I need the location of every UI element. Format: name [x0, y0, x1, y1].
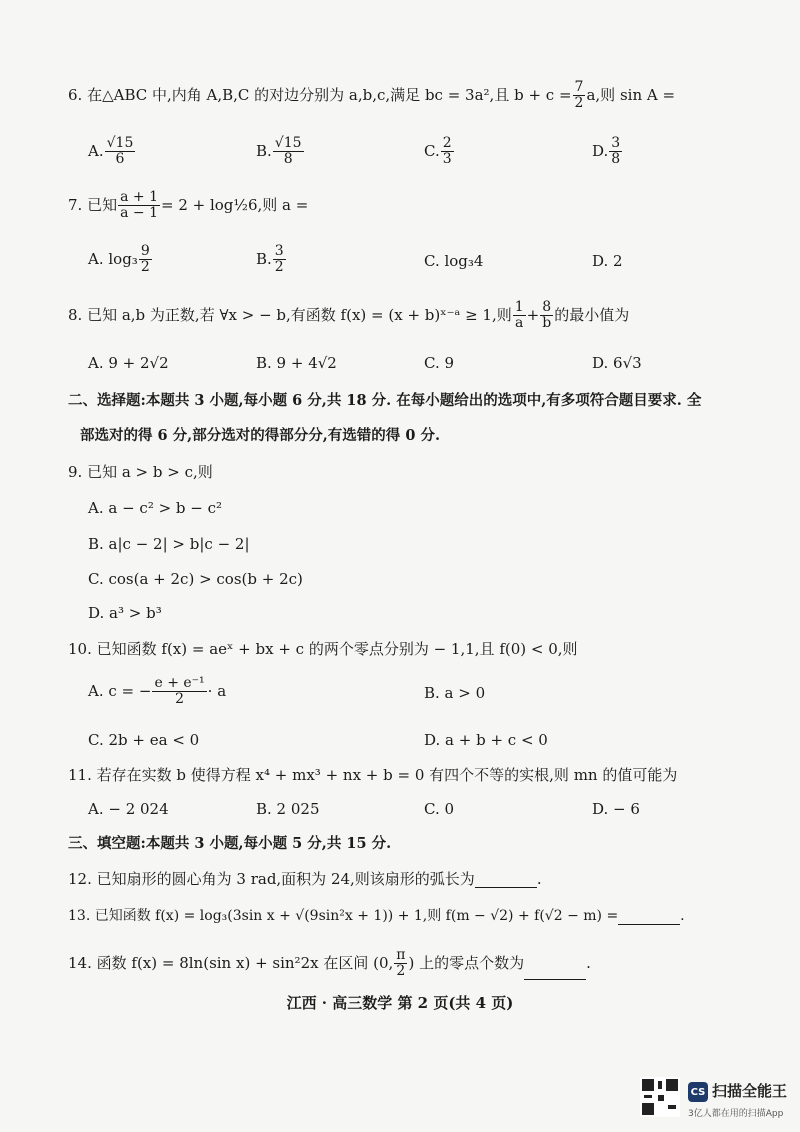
q13-stem: 13. 已知函数 f(x) = log₃(3sin x + √(9sin²x + 1)) + 1,则 f(m − √2) + f(√2 − m) = .: [68, 908, 685, 924]
q8-stem: 8. 已知 a,b 为正数,若 ∀x > − b,有函数 f(x) = (x + b)ˣ⁻ᵃ ≥ 1,则 $\frac{1}{a}$ + $\frac{8}{b}$ 的最小值为: [68, 299, 630, 332]
qr-code-icon: [640, 1077, 680, 1117]
q6-option-c: C. $\frac{2}{3}$: [424, 135, 452, 168]
q8-option-b: B. 9 + 4√2: [256, 354, 337, 372]
q14-stem: 14. 函数 f(x) = 8ln(sin x) + sin²2x 在区间 (0, $\frac{\pi}{2}$ ) 上的零点个数为 .: [68, 947, 591, 980]
q13-answer-blank[interactable]: [618, 910, 680, 925]
section3-heading: 三、填空题:本题共 3 小题,每小题 5 分,共 15 分.: [68, 835, 392, 852]
q12-answer-blank[interactable]: [475, 873, 537, 888]
q9-option-d: D. a³ > b³: [88, 604, 162, 622]
q6-option-d: D. $\frac{3}{8}$: [592, 135, 621, 168]
camscanner-tagline: 3亿人都在用的扫描App: [688, 1109, 784, 1119]
q10-stem: 10. 已知函数 f(x) = aeˣ + bx + c 的两个零点分别为 − 1,1,且 f(0) < 0,则: [68, 640, 578, 658]
camscanner-name: 扫描全能王: [712, 1082, 788, 1100]
q6-stem-a: 6. 在△ABC 中,内角 A,B,C 的对边分别为 a,b,c,满足 bc = 3a²,且 b + c =: [68, 85, 572, 104]
q11-stem: 11. 若存在实数 b 使得方程 x⁴ + mx³ + nx + b = 0 有四个不等的实根,则 mn 的值可能为: [68, 766, 678, 784]
q11-option-d: D. − 6: [592, 800, 640, 818]
q7-option-b: B. $\frac{3}{2}$: [256, 243, 284, 276]
section2-heading: 二、选择题:本题共 3 小题,每小题 6 分,共 18 分. 在每小题给出的选项中,有多项符合题目要求. 全: [68, 392, 702, 409]
q12-stem: 12. 已知扇形的圆心角为 3 rad,面积为 24,则该扇形的弧长为 .: [68, 870, 542, 888]
q7-option-c: C. log₃4: [424, 252, 484, 270]
q7-fraction: $\frac{a + 1}{a - 1}$: [120, 189, 158, 222]
q11-option-c: C. 0: [424, 800, 455, 818]
q9-option-c: C. cos(a + 2c) > cos(b + 2c): [88, 570, 303, 588]
q9-option-a: A. a − c² > b − c²: [88, 499, 223, 517]
camscanner-logo: CS: [688, 1082, 708, 1102]
q11-option-b: B. 2 025: [256, 800, 320, 818]
q14-answer-blank[interactable]: [524, 965, 586, 980]
section2-heading-cont: 部选对的得 6 分,部分选对的得部分分,有选错的得 0 分.: [80, 427, 441, 444]
q10-option-b: B. a > 0: [424, 684, 486, 702]
q6-stem: [68, 80, 675, 112]
q10-option-a: A. c = − $\frac{\text{e + e⁻¹}}{2}$ · a: [88, 675, 227, 708]
q8-option-c: C. 9: [424, 354, 455, 372]
q6-option-b: B. $\frac{√15}{8}$: [256, 135, 302, 168]
q9-stem: 9. 已知 a > b > c,则: [68, 463, 213, 481]
page-footer: 江西 · 高三数学 第 2 页(共 4 页): [286, 994, 514, 1012]
q6-stem-b: a,则 sin A =: [586, 85, 676, 104]
q6-option-a: A. $\frac{√15}{6}$: [88, 135, 134, 168]
q7-option-a: A. log₃ $\frac{9}{2}$: [88, 243, 150, 276]
q8-option-a: A. 9 + 2√2: [88, 354, 169, 372]
q7-option-d: D. 2: [592, 252, 623, 270]
q7-stem: 7. 已知 $\frac{a + 1}{a - 1}$ = 2 + log½6,则 a =: [68, 189, 309, 222]
q10-option-c: C. 2b + ea < 0: [88, 731, 200, 749]
q8-option-d: D. 6√3: [592, 354, 642, 372]
q9-option-b: B. a|c − 2| > b|c − 2|: [88, 535, 250, 553]
q6-stem-fraction: $\frac{7}{2}$: [574, 79, 584, 112]
q10-option-d: D. a + b + c < 0: [424, 731, 548, 749]
q11-option-a: A. − 2 024: [88, 800, 169, 818]
